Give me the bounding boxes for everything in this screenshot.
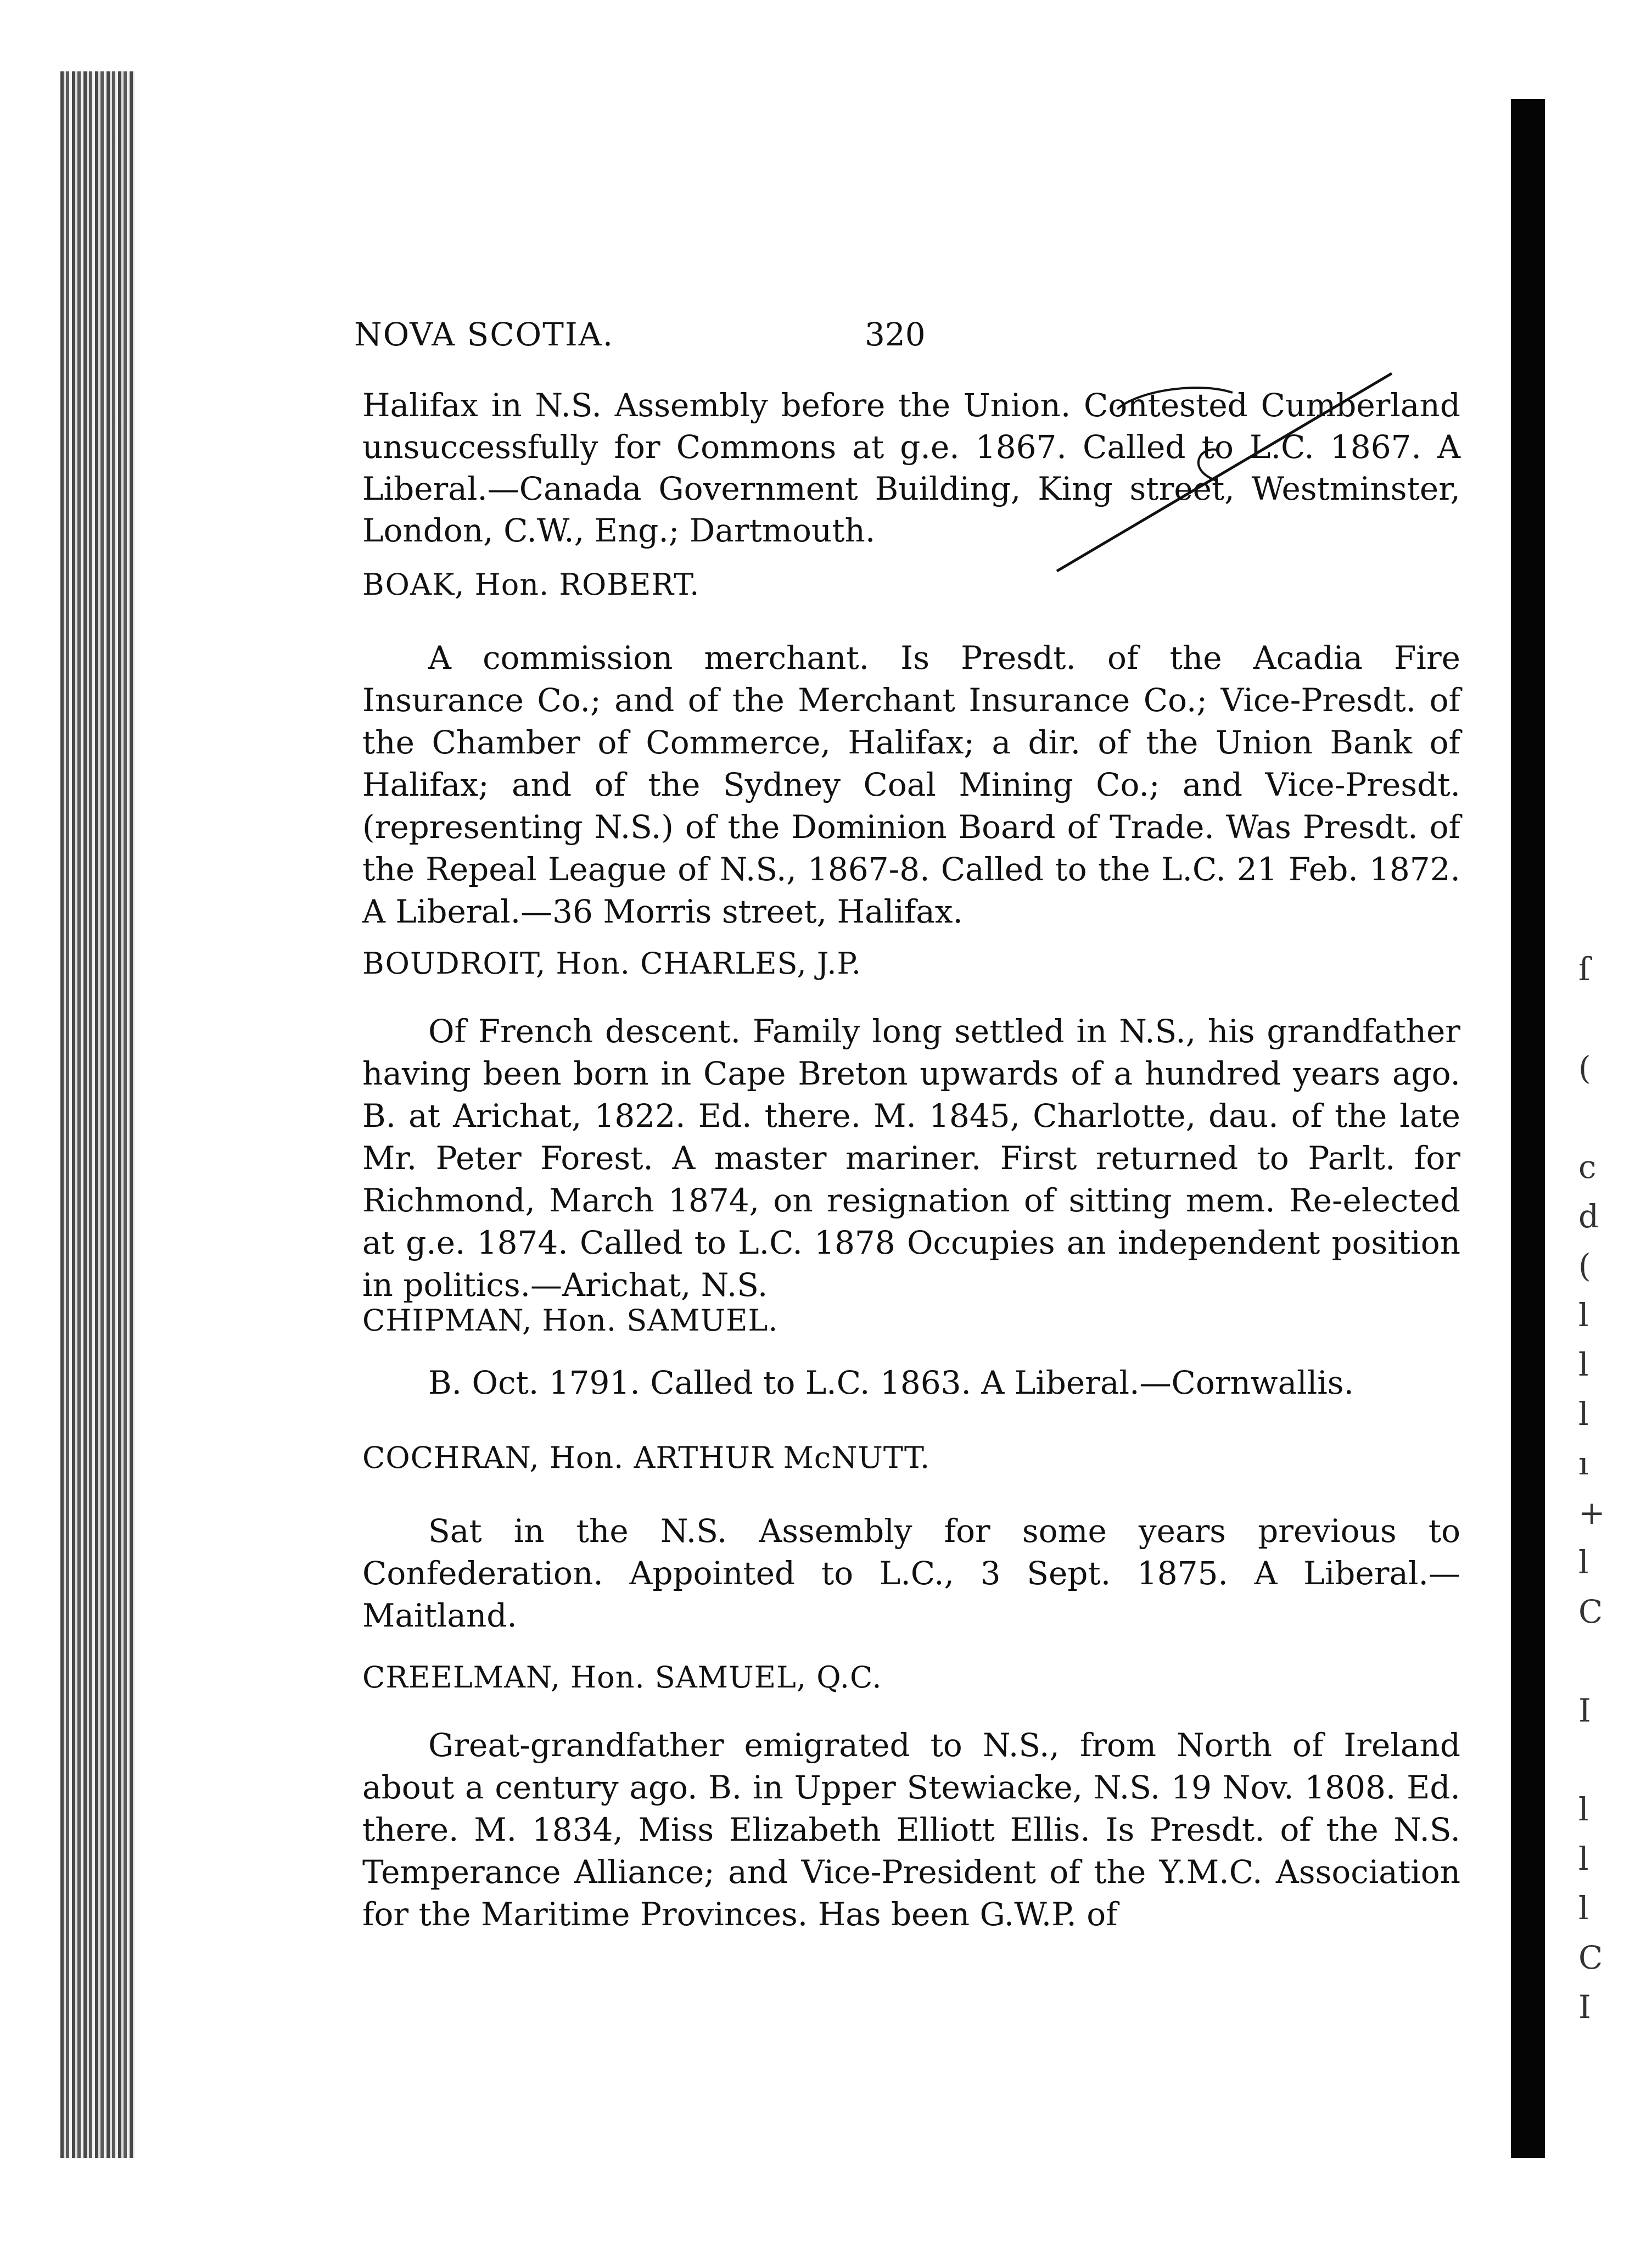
entry-body-boudroit: Of French descent. Family long settled in N.S., his grandfather having been born in Cape Breton upwards of a hundred years ago. B. at Arichat, 1822. Ed. there. M. 1845, Charlotte, dau. of the late Mr. Peter Forest. A master mariner. First returned to Parlt. for Richmond, March 1874, on resignation of sitting mem. Re-elected at g.e. 1874. Called to L.C. 1878 Occupies an independent position in politics.—Arichat, N.S. — [362, 1013, 1460, 1304]
entry-body-boak: A commission merchant. Is Presdt. of the Acadia Fire Insurance Co.; and of the Merchant Insurance Co.; Vice-Presdt. of the Chamber of Commerce, Halifax; a dir. of the Union Bank of Halifax; and of the Sydney Coal Mining Co.; and Vice-Presdt. (representing N.S.) of the Dominion Board of Trade. Was Presdt. of the Repeal League of N.S., 1867-8. Called to the L.C. 21 Feb. 1872. A Liberal.—36 Morris street, Halifax. — [362, 639, 1460, 930]
page-number: 320 — [865, 316, 926, 353]
running-head: NOVA SCOTIA. — [354, 316, 614, 353]
entry-heading-boudroit: BOUDROIT, Hon. CHARLES, J.P. — [362, 946, 862, 981]
scanned-left-edge — [60, 71, 135, 2158]
entry-heading-chipman: CHIPMAN, Hon. SAMUEL. — [362, 1303, 779, 1338]
right-margin-scan-glyphs: ſ ( c d ( l l l ı + l C I l l l C I — [1578, 951, 1605, 2026]
entry-heading-creelman: CREELMAN, Hon. SAMUEL, Q.C. — [362, 1660, 882, 1695]
handwritten-strike-mark — [1035, 357, 1419, 588]
entry-heading-cochran: COCHRAN, Hon. ARTHUR McNUTT. — [362, 1440, 931, 1475]
entry-body-cochran: Sat in the N.S. Assembly for some years previous to Confederation. Appointed to L.C., 3 Sept. 1875. A Liberal.—Maitland. — [362, 1512, 1460, 1634]
entry-body-creelman: Great-grandfather emigrated to N.S., from North of Ireland about a century ago. B. in Upper Stewiacke, N.S. 19 Nov. 1808. Ed. there. M. 1834, Miss Elizabeth Elliott Ellis. Is Presdt. of the N.S. Temperance Alliance; and Vice-President of the Y.M.C. Association for the Maritime Provinces. Has been G.W.P. of — [362, 1726, 1460, 1933]
binding-shadow-bar — [1511, 99, 1545, 2158]
page-header — [354, 316, 1463, 360]
entry-body-chipman: B. Oct. 1791. Called to L.C. 1863. A Liberal.—Cornwallis. — [428, 1364, 1354, 1401]
entry-heading-boak: BOAK, Hon. ROBERT. — [362, 567, 700, 602]
continued-entry-text: Halifax in N.S. Assembly before the Union. Contested Cumberland unsuccessfully for Commons at g.e. 1867. Called to L.C. 1867. A Liberal.—Canada Government Building, King street, Westminster, London, C.W., Eng.; Dartmouth. — [362, 387, 1460, 549]
